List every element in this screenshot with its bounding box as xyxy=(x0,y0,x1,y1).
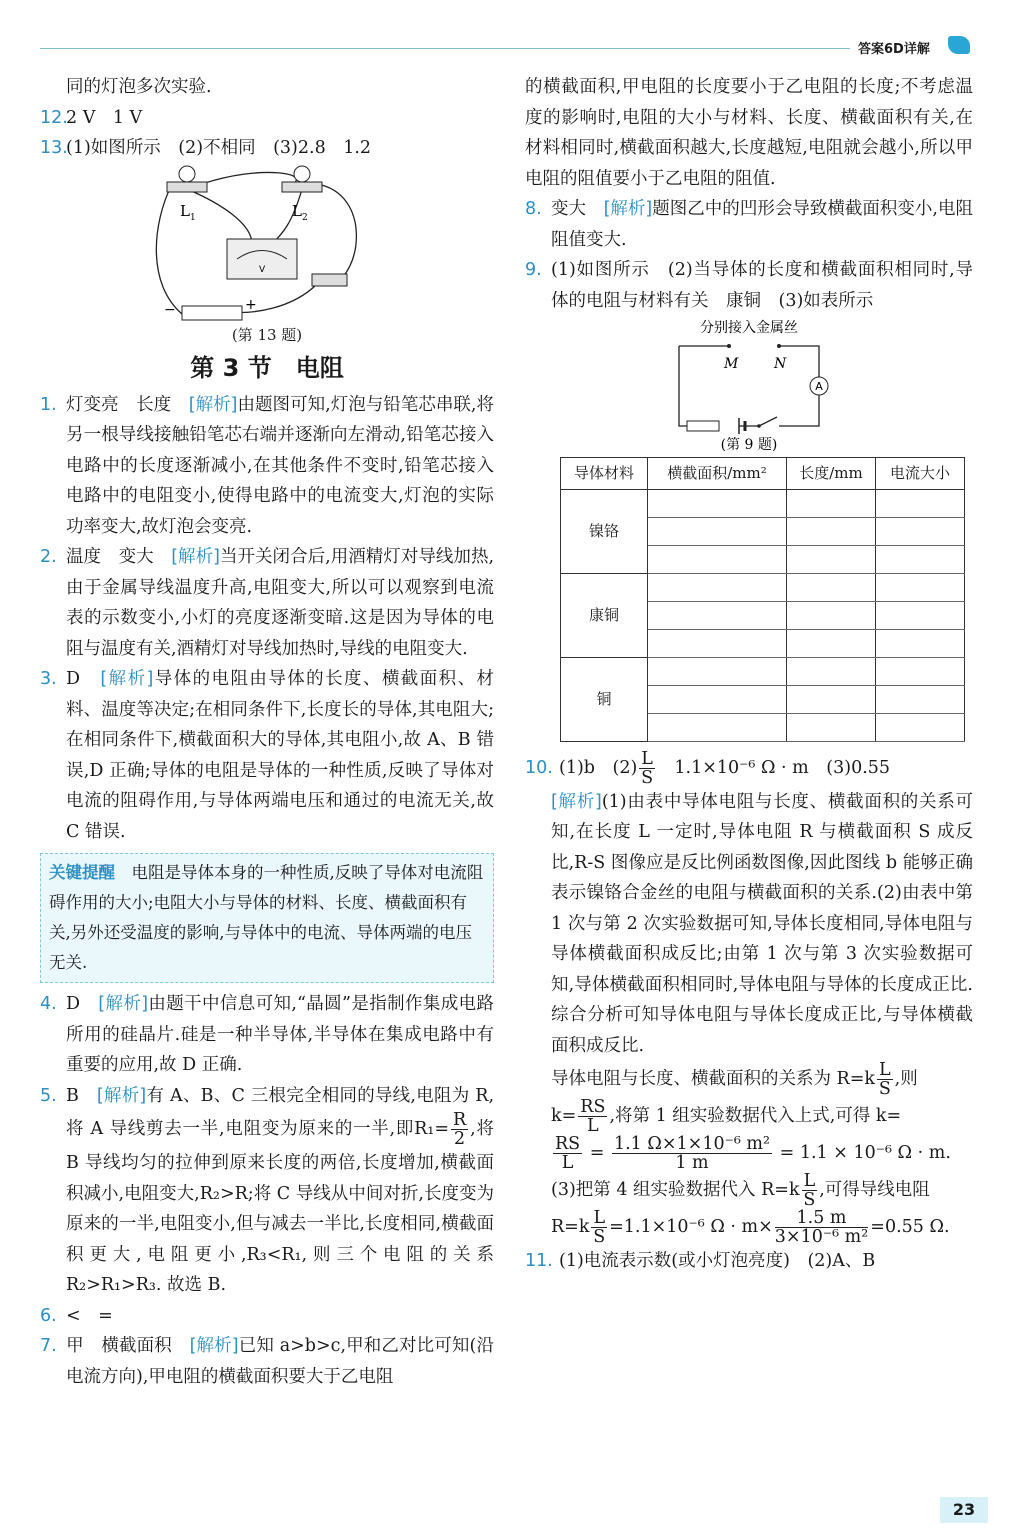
terminal-m-label: M xyxy=(724,356,739,372)
table-header-cell: 横截面积/mm² xyxy=(648,458,787,490)
terminal-n-label: N xyxy=(774,356,787,372)
continued-text: 同的灯泡多次实验. xyxy=(66,77,212,97)
circuit-figure-13 xyxy=(142,164,392,324)
formula-k: k= $\frac{RS}{L}$ ,将第 1 组实验数据代入上式,可得 k= xyxy=(551,1097,902,1136)
formula-r-value: R=k $\frac{L}{S}$ =1.1×10⁻⁶ Ω · m× $\frac{1.5 m}{\text{3×10⁻⁶ m²}}$ =0.55 Ω. xyxy=(551,1208,950,1247)
key-reminder-box xyxy=(40,853,494,983)
bulb-l1-label: $L_1$ xyxy=(180,201,196,223)
answer-7: 7. 甲 横截面积 [解析]已知 a>b>c,甲和乙对比可知(沿电流方向),甲电阻的横截面积要大于乙电阻 xyxy=(40,1336,495,1387)
page-number: 23 xyxy=(940,1497,988,1523)
voltmeter-label: V xyxy=(259,264,266,275)
fig9-title: 分别接入金属丝 xyxy=(700,320,798,336)
answer-11: 11. (1)电流表示数(或小灯泡亮度) (2)A、B xyxy=(525,1251,876,1271)
battery-minus-label: − xyxy=(164,301,176,318)
formula-relation: 导体电阻与长度、横截面积的关系为 R=k $\frac{L}{S}$ ,则 xyxy=(551,1060,918,1099)
material-cell: 铜 xyxy=(561,657,648,741)
figure-13-caption: (第 13 题) xyxy=(231,325,303,344)
header-rule xyxy=(40,48,850,49)
answer-5: 5. B [解析]有 A、B、C 三根完全相同的导线,电阻为 R,将 A 导线剪去一半,电阻变为原来的一半,即R₁= $\frac{R}{2}$ ,将 B 导线均匀的拉伸到原来长度的两倍,长度增加,横截面积减小,电阻变大,R₂>R;将 C 导线从中间对折,长度变为原来的一半,电阻变小,但与减去一半比,长度相同,横截面积更大,电阻更小,R₃<R₁,则三个电阻的关系 R₂>R₁>R₃. 故选 B. xyxy=(40,1085,495,1295)
table-header-cell: 电流大小 xyxy=(876,458,965,490)
answer-12: 12.2 V 1 V xyxy=(40,107,143,128)
table-header-cell: 长度/mm xyxy=(787,458,876,490)
answer-10-analysis: [解析](1)由表中导体电阻与长度、横截面积的关系可知,在长度 L 一定时,导体电阻 R 与横截面积 S 成反比,R-S 图像应是反比例函数图像,因此图线 b 能够正确表示镍铬合金丝的电阻与横截面积的关系.(2)由表中第 1 次与第 2 次实验数据可知,导体长度相同,导体电阻与导体横截面积成反比;由第 1 次与第 3 次实验数据可知,导体横截面积相同时,导体电阻与导体的长度成正比. 综合分析可知导体电阻与导体长度成正比,与导体横截面积成反比. xyxy=(551,791,973,1056)
figure-9-caption: (第 9 题) xyxy=(720,437,778,451)
table-row xyxy=(561,657,965,685)
table-row xyxy=(561,489,965,517)
answer-4: 4. D [解析]由题干中信息可知,“晶圆”是指制作集成电路所用的硅晶片.硅是一种半导体,半导体在集成电路中有重要的应用,故 D 正确. xyxy=(40,994,494,1075)
formula-part3: (3)把第 4 组实验数据代入 R=k $\frac{L}{S}$ ,可得导线电阻 xyxy=(551,1171,930,1210)
answer-2: 2. 温度 变大 [解析]当开关闭合后,用酒精灯对导线加热,由于金属导线温度升高,电阻变大,所以可以观察到电流表的示数变小,小灯的亮度逐渐变暗.这是因为导体的电阻与温度有关,酒精灯对导线加热时,导线的电阻变大. xyxy=(40,547,495,659)
key-reminder-label: 关键提醒 xyxy=(49,863,115,882)
table-header-cell: 导体材料 xyxy=(561,458,648,490)
battery-plus-label: + xyxy=(245,296,257,313)
table-header-row xyxy=(561,458,965,490)
answer-6: 6. < = xyxy=(40,1305,113,1326)
answer-13: 13.(1)如图所示 (2)不相同 (3)2.8 1.2 xyxy=(40,138,372,158)
answer-3: 3. D [解析]导体的电阻由导体的长度、横截面积、材料、温度等决定;在相同条件下,长度长的导体,其电阻大;在相同条件下,横截面积大的导体,其电阻小,故 A、B 错误,D 正确;导体的电阻是导体的一种性质,反映了导体对电流的阻碍作用,与导体两端电压和通过的电流无关,故 C 错误. xyxy=(40,669,495,842)
answer-10: 10. (1)b (2) $\frac{L}{S}$ 1.1×10⁻⁶ Ω · m (3)0.55 xyxy=(525,748,891,788)
ammeter-label: A xyxy=(815,380,823,393)
table-row xyxy=(561,573,965,601)
left-column xyxy=(40,72,494,1392)
answer-9: 9. (1)如图所示 (2)当导体的长度和横截面积相同时,导体的电阻与材料有关 康铜 (3)如表所示 xyxy=(525,260,973,311)
formula-k-value: $\frac{RS}{L}$ = $\frac{\text{1.1 Ω×1×10⁻⁶ m²}}{1 m}$ = 1.1 × 10⁻⁶ Ω · m. xyxy=(555,1134,951,1173)
material-cell: 康铜 xyxy=(561,573,648,657)
circuit-figure-9 xyxy=(659,316,839,451)
header-logo-icon xyxy=(948,36,970,54)
right-column xyxy=(525,72,973,1277)
header-title: 答案6D详解 xyxy=(858,42,930,57)
section-title: 第 3 节 电阻 xyxy=(190,353,344,382)
fraction-l-over-s: $\frac{L}{S}$ xyxy=(641,748,654,788)
fraction-r-over-2: $\frac{R}{2}$ xyxy=(452,1110,467,1149)
bulb-l2-label: $L_2$ xyxy=(292,201,308,223)
continued-text-right: 的横截面积,甲电阻的长度要小于乙电阻的长度;不考虑温度的影响时,电阻的大小与材料、长度、横截面积有关,在材料相同时,横截面积越大,长度越短,电阻就会越小,所以甲电阻的阻值要小于乙电阻的阻值. xyxy=(525,77,973,189)
material-cell: 镍铬 xyxy=(561,489,648,573)
key-reminder-text: 电阻是导体本身的一种性质,反映了导体对电流阻碍作用的大小;电阻大小与导体的材料、长度、横截面积有关,另外还受温度的影响,与导体中的电流、导体两端的电压无关. xyxy=(49,863,484,972)
data-table xyxy=(560,457,965,742)
answer-1: 1. 灯变亮 长度 [解析]由题图可知,灯泡与铅笔芯串联,将另一根导线接触铅笔芯右端并逐渐向左滑动,铅笔芯接入电路中的长度逐渐减小,在其他条件不变时,铅笔芯接入电路中的电阻变小,使得电路中的电流变大,灯泡的实际功率变大,故灯泡会变亮. xyxy=(40,394,495,537)
answer-8: 8. 变大 [解析]题图乙中的凹形会导致横截面积变小,电阻阻值变大. xyxy=(525,199,974,250)
